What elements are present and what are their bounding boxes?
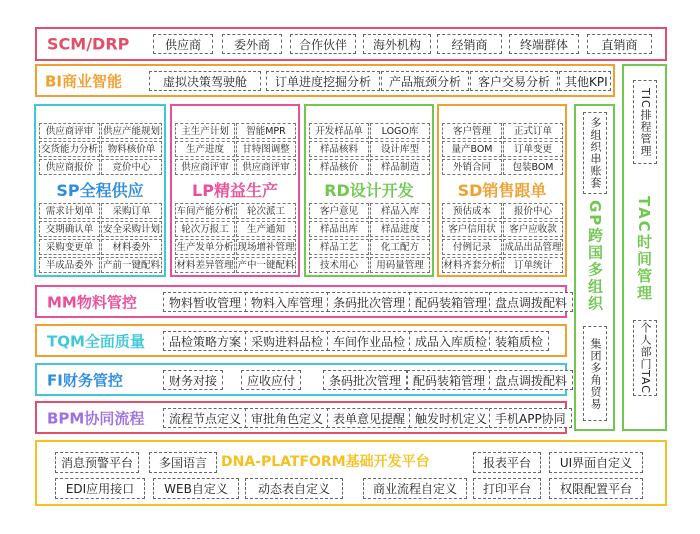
tqm-item[interactable]: 装箱质检 — [489, 331, 549, 351]
fi-item[interactable]: 条码批次管理 — [323, 370, 407, 390]
sp-cell[interactable]: 供应商报价 — [39, 159, 100, 175]
sd-cell[interactable]: 客户应收款 — [503, 221, 563, 237]
sp-cell[interactable]: 采购变更单 — [39, 239, 100, 255]
scm-item-direct[interactable]: 直销商 — [587, 34, 652, 54]
mm-item[interactable]: 盘点调拨配料 — [489, 292, 573, 312]
lp-cell[interactable]: 产中一键配料 — [236, 257, 296, 273]
rd-title: RD设计开发 — [324, 181, 414, 200]
bi-item-order-mining[interactable]: 订单进度挖掘分析 — [266, 71, 380, 91]
sd-title: SD销售跟单 — [457, 181, 547, 200]
fi-row — [35, 363, 567, 396]
dna-item-permission[interactable]: 权限配置平台 — [549, 478, 643, 499]
tac-column — [622, 64, 667, 431]
scm-item-supplier[interactable]: 供应商 — [153, 34, 213, 54]
bpm-item[interactable]: 触发时机定义 — [409, 408, 493, 428]
sp-title: SP全程供应 — [56, 181, 144, 200]
scm-item-partner[interactable]: 合作伙伴 — [290, 34, 356, 54]
dna-item-alert[interactable]: 消息预警平台 — [55, 452, 139, 473]
dna-item-business-flow[interactable]: 商业流程自定义 — [363, 478, 467, 499]
sp-cell[interactable]: 需求计划单 — [39, 203, 100, 219]
rd-cell[interactable]: 样品入库 — [370, 203, 430, 219]
sp-cell[interactable]: 半成品委外 — [39, 257, 100, 273]
sd-cell[interactable]: 报价中心 — [503, 203, 563, 219]
sd-cell[interactable]: 付例记录 — [442, 239, 502, 255]
sd-cell[interactable]: 正式订单 — [503, 123, 563, 139]
rd-cell[interactable]: 化工配方 — [370, 239, 430, 255]
gp-group-trade-box[interactable]: 集团多角贸易 — [583, 326, 607, 421]
rd-column — [304, 104, 434, 277]
sp-cell[interactable]: 交货能力分析 — [39, 141, 100, 157]
sd-cell[interactable]: 订单变更 — [503, 141, 563, 157]
sp-cell[interactable]: 采购订单 — [101, 203, 162, 219]
fi-item[interactable]: 盘点调拨配料 — [489, 370, 573, 390]
bpm-item[interactable]: 审批角色定义 — [245, 408, 329, 428]
scm-item-subcontractor[interactable]: 委外商 — [222, 34, 282, 54]
dna-item-ui-custom[interactable]: UI界面自定义 — [549, 452, 643, 473]
lp-cell[interactable]: 轮次万报工 — [175, 221, 235, 237]
tqm-item[interactable]: 品检策略方案 — [163, 331, 247, 351]
dna-item-report[interactable]: 报表平台 — [473, 452, 541, 473]
sp-cell[interactable]: 供应商评审 — [39, 123, 100, 139]
rd-cell[interactable]: 设计库型 — [370, 141, 430, 157]
bpm-item[interactable]: 表单意见提醒 — [327, 408, 411, 428]
sp-cell[interactable]: 材料委外 — [101, 239, 162, 255]
sd-column — [437, 104, 567, 277]
tqm-item[interactable]: 采购进料品检 — [245, 331, 329, 351]
mm-item[interactable]: 物料入库管理 — [245, 292, 329, 312]
lp-cell[interactable]: 轮次派工 — [236, 203, 296, 219]
bi-item-cockpit[interactable]: 虚拟决策驾驶舱 — [149, 71, 261, 91]
gp-multi-org-box[interactable]: 多组织串账套 — [583, 112, 607, 194]
rd-cell[interactable]: 样品工艺 — [309, 239, 369, 255]
bpm-item[interactable]: 流程节点定义 — [163, 408, 247, 428]
bi-row — [35, 64, 615, 97]
scm-item-overseas[interactable]: 海外机构 — [363, 34, 431, 54]
sp-cell[interactable]: 安全采购计划 — [101, 221, 162, 237]
dna-item-dynamic-table[interactable]: 动态表自定义 — [245, 478, 343, 499]
tqm-row — [35, 324, 567, 357]
bpm-title: BPM协同流程 — [47, 409, 145, 427]
rd-cell[interactable]: 客户意见 — [309, 203, 369, 219]
rd-cell[interactable]: 开发样品单 — [309, 123, 369, 139]
rd-cell[interactable]: 样品核料 — [309, 141, 369, 157]
mm-item[interactable]: 条码批次管理 — [327, 292, 411, 312]
sp-cell[interactable]: 竞价中心 — [101, 159, 162, 175]
dna-item-language[interactable]: 多国语言 — [149, 452, 217, 473]
rd-cell[interactable]: 样品出库 — [309, 221, 369, 237]
bi-item-customer-trade[interactable]: 客户交易分析 — [470, 71, 558, 91]
sd-cell[interactable]: 客户信用状 — [442, 221, 502, 237]
dna-item-edi[interactable]: EDI应用接口 — [55, 478, 145, 499]
fi-item[interactable]: 配码装箱管理 — [407, 370, 491, 390]
tqm-title: TQM全面质量 — [47, 332, 145, 350]
sd-cell[interactable]: 量产BOM — [442, 141, 502, 157]
sd-cell[interactable]: 包装BOM — [503, 159, 563, 175]
sp-cell[interactable]: 供应产能规划 — [101, 123, 162, 139]
lp-cell[interactable]: 主生产计划 — [175, 123, 235, 139]
dna-item-print[interactable]: 打印平台 — [473, 478, 541, 499]
scm-item-distributor[interactable]: 经销商 — [437, 34, 502, 54]
fi-title: FI财务管控 — [47, 371, 123, 389]
lp-cell[interactable]: 供应商评审 — [175, 159, 235, 175]
lp-cell[interactable]: 生产通知 — [236, 221, 296, 237]
sd-cell[interactable]: 成品出品管理 — [503, 239, 563, 255]
lp-column — [170, 104, 300, 277]
sp-cell[interactable]: 物料核价单 — [101, 141, 162, 157]
dna-item-web[interactable]: WEB自定义 — [153, 478, 239, 499]
lp-cell[interactable]: 智能MPR — [236, 123, 296, 139]
lp-cell[interactable]: 材料差异管理 — [175, 257, 235, 273]
bi-item-kpi[interactable]: 其他KPI — [559, 71, 611, 91]
bpm-item[interactable]: 手机APP协同 — [489, 408, 572, 428]
lp-cell[interactable]: 生产发单分析 — [175, 239, 235, 255]
tqm-item[interactable]: 成品入库质检 — [409, 331, 493, 351]
rd-cell[interactable]: 技术用心 — [309, 257, 369, 273]
bpm-row — [35, 401, 567, 434]
scm-drp-title: SCM/DRP — [47, 34, 130, 54]
bi-item-bottleneck[interactable]: 产品瓶颈分析 — [381, 71, 469, 91]
tqm-item[interactable]: 车间作业品检 — [327, 331, 411, 351]
dna-platform-box — [35, 440, 667, 506]
dna-title: DNA-PLATFORM基础开发平台 — [221, 454, 430, 470]
rd-cell[interactable]: LOGO库 — [370, 123, 430, 139]
fi-item[interactable]: 应收应付 — [241, 370, 301, 390]
rd-cell[interactable]: 样品制造 — [370, 159, 430, 175]
scm-item-terminal[interactable]: 终端群体 — [509, 34, 579, 54]
sd-cell[interactable]: 预估成本 — [442, 203, 502, 219]
tac-personal-box[interactable]: 个人部门TAC — [633, 320, 657, 396]
mm-title: MM物料管控 — [47, 293, 137, 311]
scm-drp-row — [35, 27, 667, 61]
sd-cell[interactable]: 客户管理 — [442, 123, 502, 139]
rd-cell[interactable]: 样品进度 — [370, 221, 430, 237]
tac-tic-box[interactable]: TIC排程管理 — [633, 80, 657, 164]
mm-item[interactable]: 配码装箱管理 — [409, 292, 493, 312]
gp-title: GP跨国多组织 — [586, 200, 604, 313]
gp-column — [574, 104, 615, 431]
lp-cell[interactable]: 现场增补管理 — [236, 239, 296, 255]
fi-item[interactable]: 财务对接 — [163, 370, 223, 390]
bi-title: BI商业智能 — [45, 72, 123, 90]
sp-cell[interactable]: 产前一键配料 — [101, 257, 162, 273]
sp-column — [34, 104, 166, 277]
sd-cell[interactable]: 材料齐套分析 — [442, 257, 502, 273]
lp-cell[interactable]: 甘特图调整 — [236, 141, 296, 157]
lp-title: LP精益生产 — [192, 181, 278, 200]
lp-cell[interactable]: 供应商评审 — [236, 159, 296, 175]
lp-cell[interactable]: 车间产能分析 — [175, 203, 235, 219]
mm-item[interactable]: 物料暂收管理 — [163, 292, 247, 312]
rd-cell[interactable]: 用码量管理 — [370, 257, 430, 273]
sd-cell[interactable]: 订单统计 — [503, 257, 563, 273]
mm-row — [35, 285, 567, 318]
rd-cell[interactable]: 样品核价 — [309, 159, 369, 175]
sd-cell[interactable]: 外销合同 — [442, 159, 502, 175]
sp-cell[interactable]: 交期确认单 — [39, 221, 100, 237]
lp-cell[interactable]: 生产进度 — [175, 141, 235, 157]
tac-title: TAC时间管理 — [635, 196, 653, 302]
